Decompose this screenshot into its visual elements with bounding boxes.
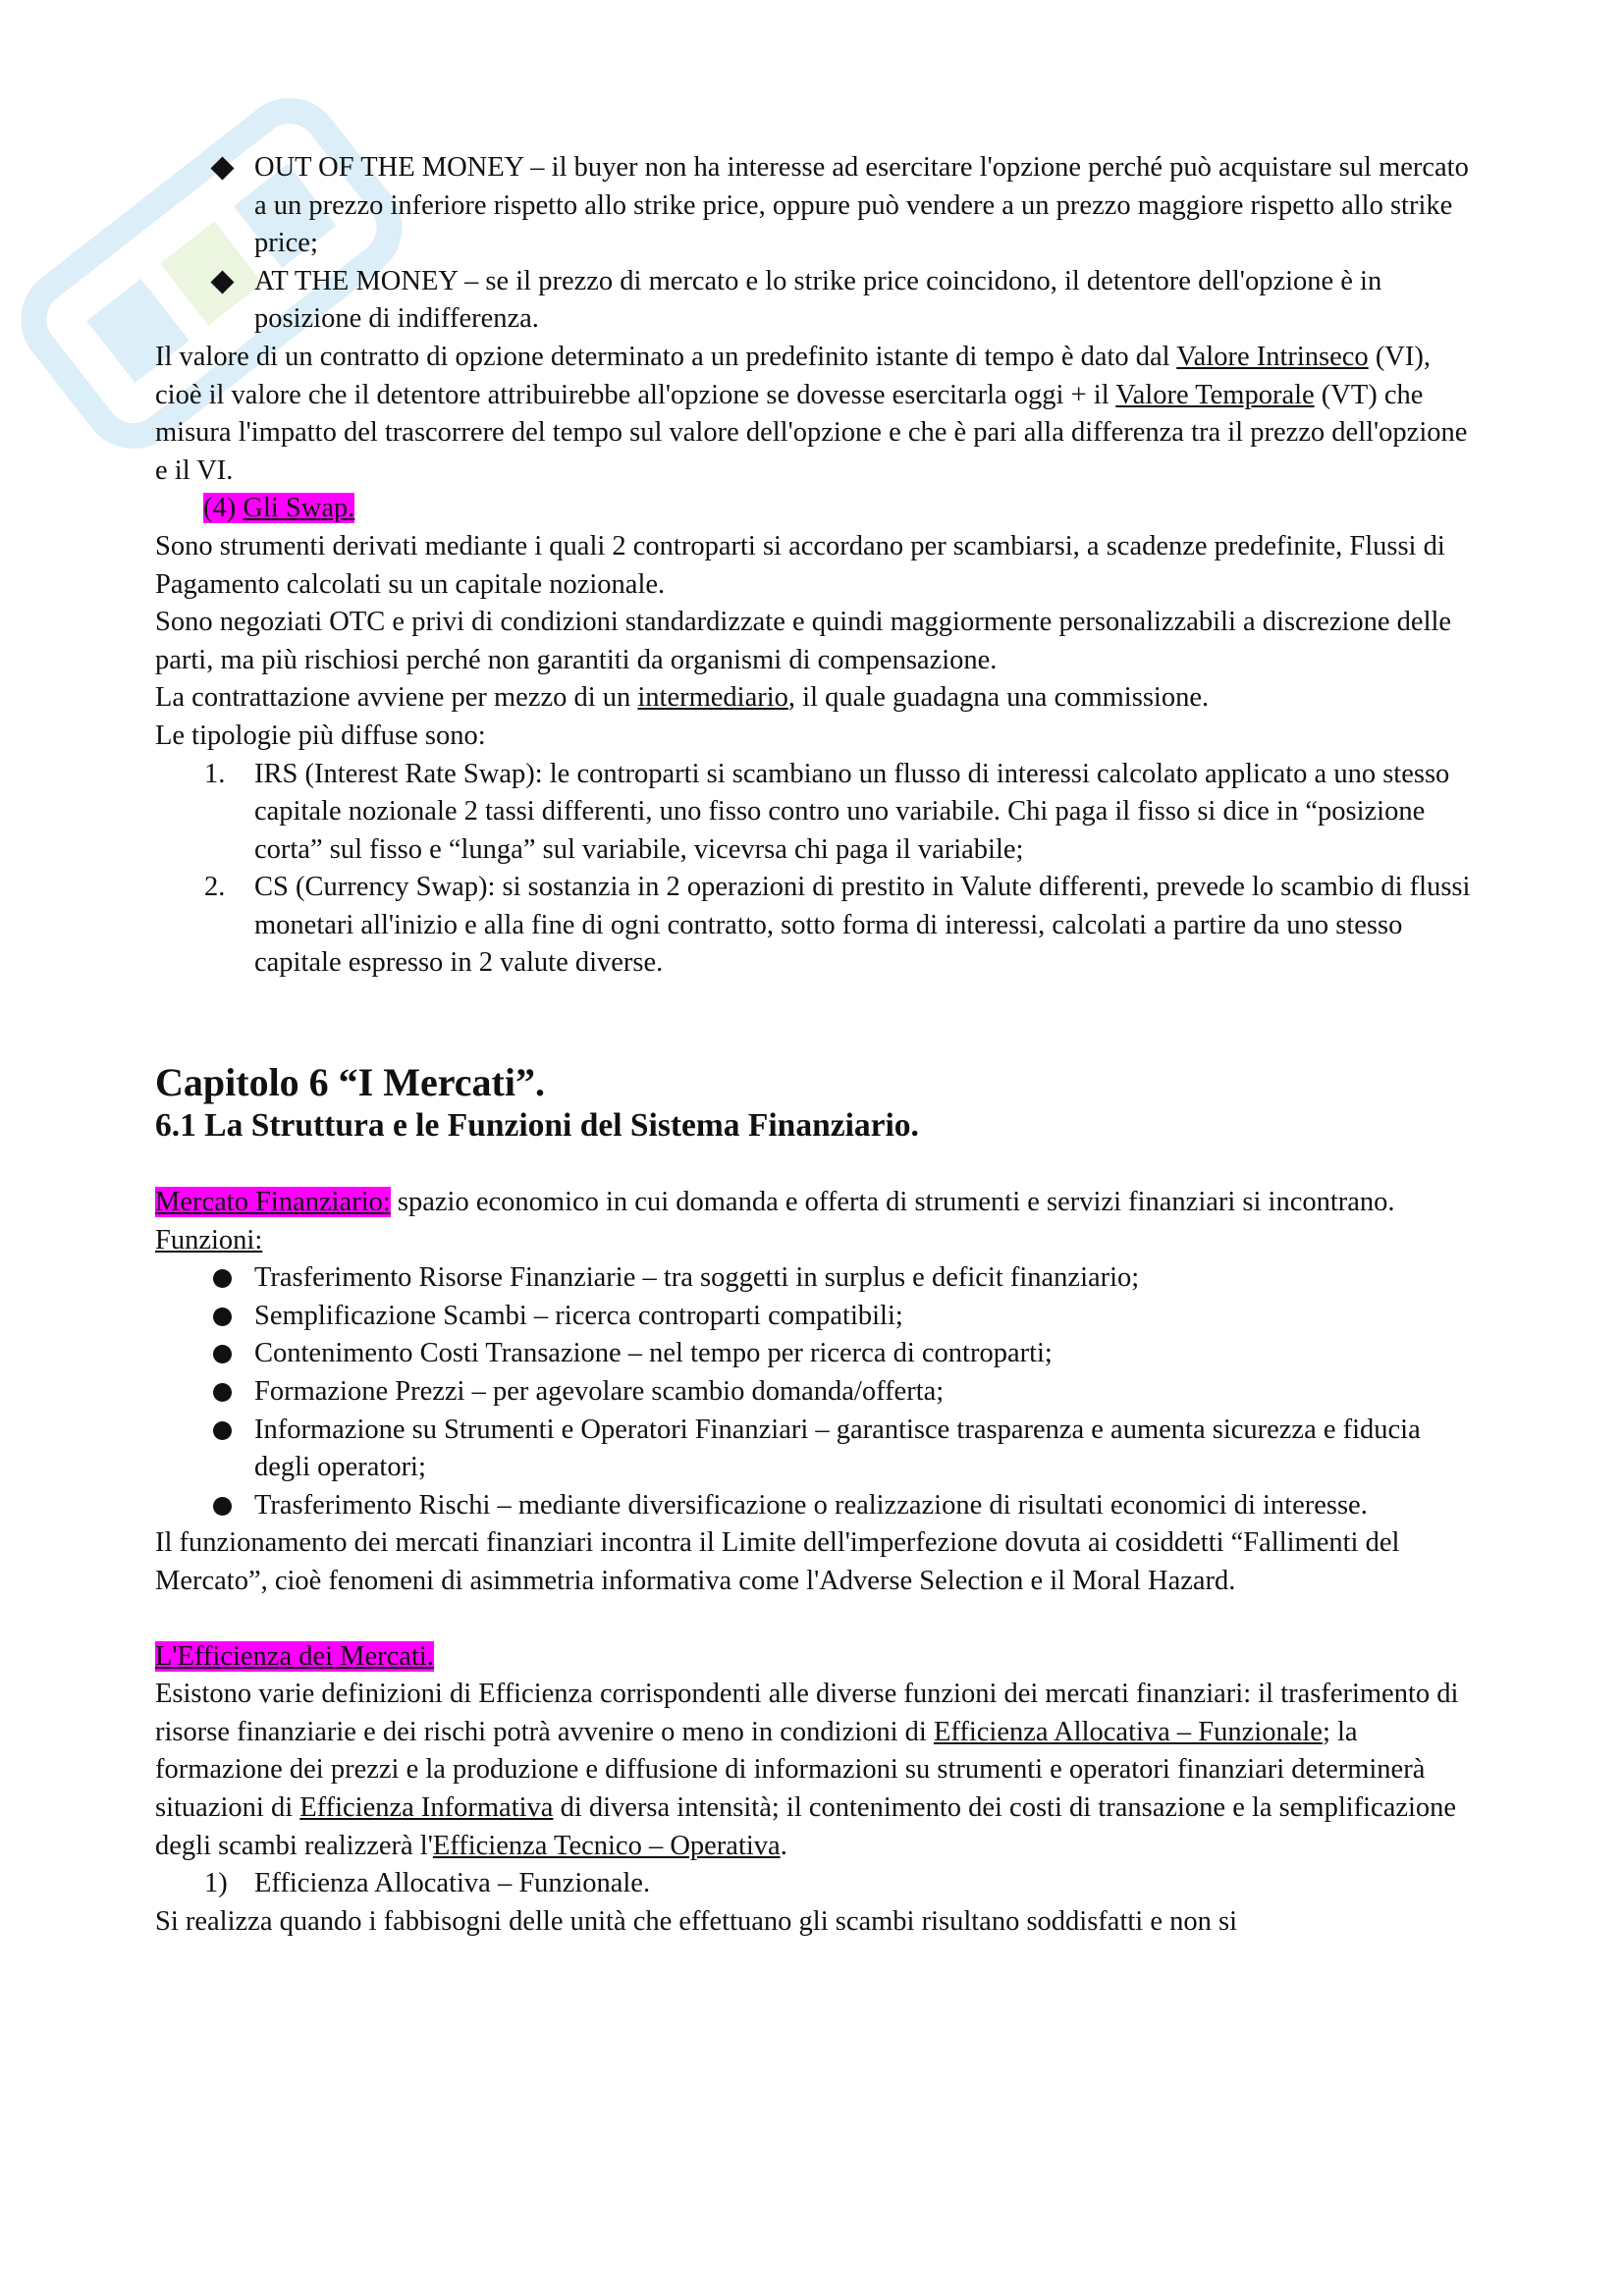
list-item: Contenimento Costi Transazione – nel tempo per ricerca di controparti; bbox=[155, 1335, 1483, 1373]
option-value-paragraph: Il valore di un contratto di opzione determinato a un predefinito istante di tempo è dato dal Valore Intrinseco (VI), cioè il valore che il detentore attribuirebbe all'opzione se dovesse esercitarla oggi + il Valore Temporale (VT) che misura l'impatto del trascorrere del tempo sul valore dell'opzione e che è pari alla differenza tra il prezzo dell'opzione e il VI. bbox=[155, 341, 1468, 486]
paragraph: Il funzionamento dei mercati finanziari incontra il Limite dell'imperfezione dovuta ai cosiddetti “Fallimenti del Mercato”, cioè fenomeni di asimmetria informativa come l'Adverse Selection e il Moral Hazard. bbox=[155, 1527, 1400, 1596]
paragraph: La contrattazione avviene per mezzo di un intermediario, il quale guadagna una commissione. bbox=[155, 682, 1210, 714]
diamond-bullet-icon bbox=[207, 263, 237, 302]
list-item: 2. CS (Currency Swap): si sostanzia in 2 operazioni di prestito in Valute differenti, prevede lo scambio di flussi monetari all'inizio e alla fine di ogni contratto, sotto forma di interessi, calcolati a partire da uno stesso capitale espresso in 2 valute diverse. bbox=[155, 869, 1483, 983]
list-number: 2. bbox=[204, 872, 226, 903]
list-item: 1. IRS (Interest Rate Swap): le controparti si scambiano un flusso di interessi calcolato applicato a uno stesso capitale nozionale 2 tassi differenti, uno fisso contro uno variabile. Chi paga il fisso si dice in “posizione corta” sul fisso e “lunga” sul variabile, vicevrsa chi paga il variabile; bbox=[155, 756, 1483, 870]
paragraph: Sono strumenti derivati mediante i quali 2 controparti si accordano per scambiarsi, a scadenze predefinite, Flussi di Pagamento calcolati su un capitale nozionale. bbox=[155, 530, 1445, 600]
list-item: Trasferimento Rischi – mediante diversificazione o realizzazione di risultati economici di interesse. bbox=[155, 1487, 1483, 1525]
bullet-dot-icon bbox=[207, 1259, 237, 1300]
list-item: AT THE MONEY – se il prezzo di mercato e lo strike price coincidono, il detentore dell'opzione è in posizione di indifferenza. bbox=[155, 263, 1483, 339]
paragraph: Le tipologie più diffuse sono: bbox=[155, 720, 486, 751]
bullet-dot-icon bbox=[207, 1298, 237, 1338]
list-number: 1) bbox=[204, 1868, 228, 1899]
list-item: 1) Efficienza Allocativa – Funzionale. bbox=[155, 1865, 1483, 1903]
list-number: 1. bbox=[204, 758, 226, 789]
swap-heading: (4) Gli Swap. bbox=[203, 493, 355, 524]
bullet-dot-icon bbox=[207, 1412, 237, 1452]
list-item: Formazione Prezzi – per agevolare scambio domanda/offerta; bbox=[155, 1373, 1483, 1412]
bullet-dot-icon bbox=[207, 1373, 237, 1414]
paragraph: Si realizza quando i fabbisogni delle unità che effettuano gli scambi risultano soddisfatti e non si bbox=[155, 1905, 1237, 1937]
efficienza-heading: L'Efficienza dei Mercati. bbox=[155, 1640, 434, 1672]
paragraph: Sono negoziati OTC e privi di condizioni standardizzate e quindi maggiormente personalizzabili a discrezione delle parti, ma più rischiosi perché non garantiti da organismi di compensazione. bbox=[155, 607, 1452, 675]
diamond-bullet-icon bbox=[207, 149, 237, 188]
document-page bbox=[155, 149, 1483, 1941]
list-item: Informazione su Strumenti e Operatori Finanziari – garantisce trasparenza e aumenta sicurezza e fiducia degli operatori; bbox=[155, 1412, 1483, 1487]
list-item: Semplificazione Scambi – ricerca controparti compatibili; bbox=[155, 1298, 1483, 1336]
list-item: Trasferimento Risorse Finanziarie – tra soggetti in surplus e deficit finanziario; bbox=[155, 1259, 1483, 1298]
paragraph: Esistono varie definizioni di Efficienza corrispondenti alle diverse funzioni dei mercati finanziari: il trasferimento di risorse finanziarie e dei rischi potrà avvenire o meno in condizioni di Efficienza Allocativa – Funzionale; la formazione dei prezzi e la produzione e diffusione di informazioni su strumenti e operatori finanziari determinerà situazioni di Efficienza Informativa di diversa intensità; il contenimento dei costi di transazione e la semplificazione degli scambi realizzerà l'Efficienza Tecnico – Operativa. bbox=[155, 1679, 1459, 1861]
section-title: 6.1 La Struttura e le Funzioni del Sistema Finanziario. bbox=[155, 1107, 919, 1145]
mercato-definition: Mercato Finanziario: spazio economico in cui domanda e offerta di strumenti e servizi finanziari si incontrano. bbox=[155, 1187, 1395, 1218]
bullet-dot-icon bbox=[207, 1335, 237, 1375]
functions-label: Funzioni: bbox=[155, 1224, 263, 1255]
chapter-title: Capitolo 6 “I Mercati”. bbox=[155, 1060, 545, 1105]
list-item: OUT OF THE MONEY – il buyer non ha interesse ad esercitare l'opzione perché può acquistare sul mercato a un prezzo inferiore rispetto allo strike price, oppure può vendere a un prezzo maggiore rispetto allo strike price; bbox=[155, 149, 1483, 263]
bullet-dot-icon bbox=[207, 1487, 237, 1527]
